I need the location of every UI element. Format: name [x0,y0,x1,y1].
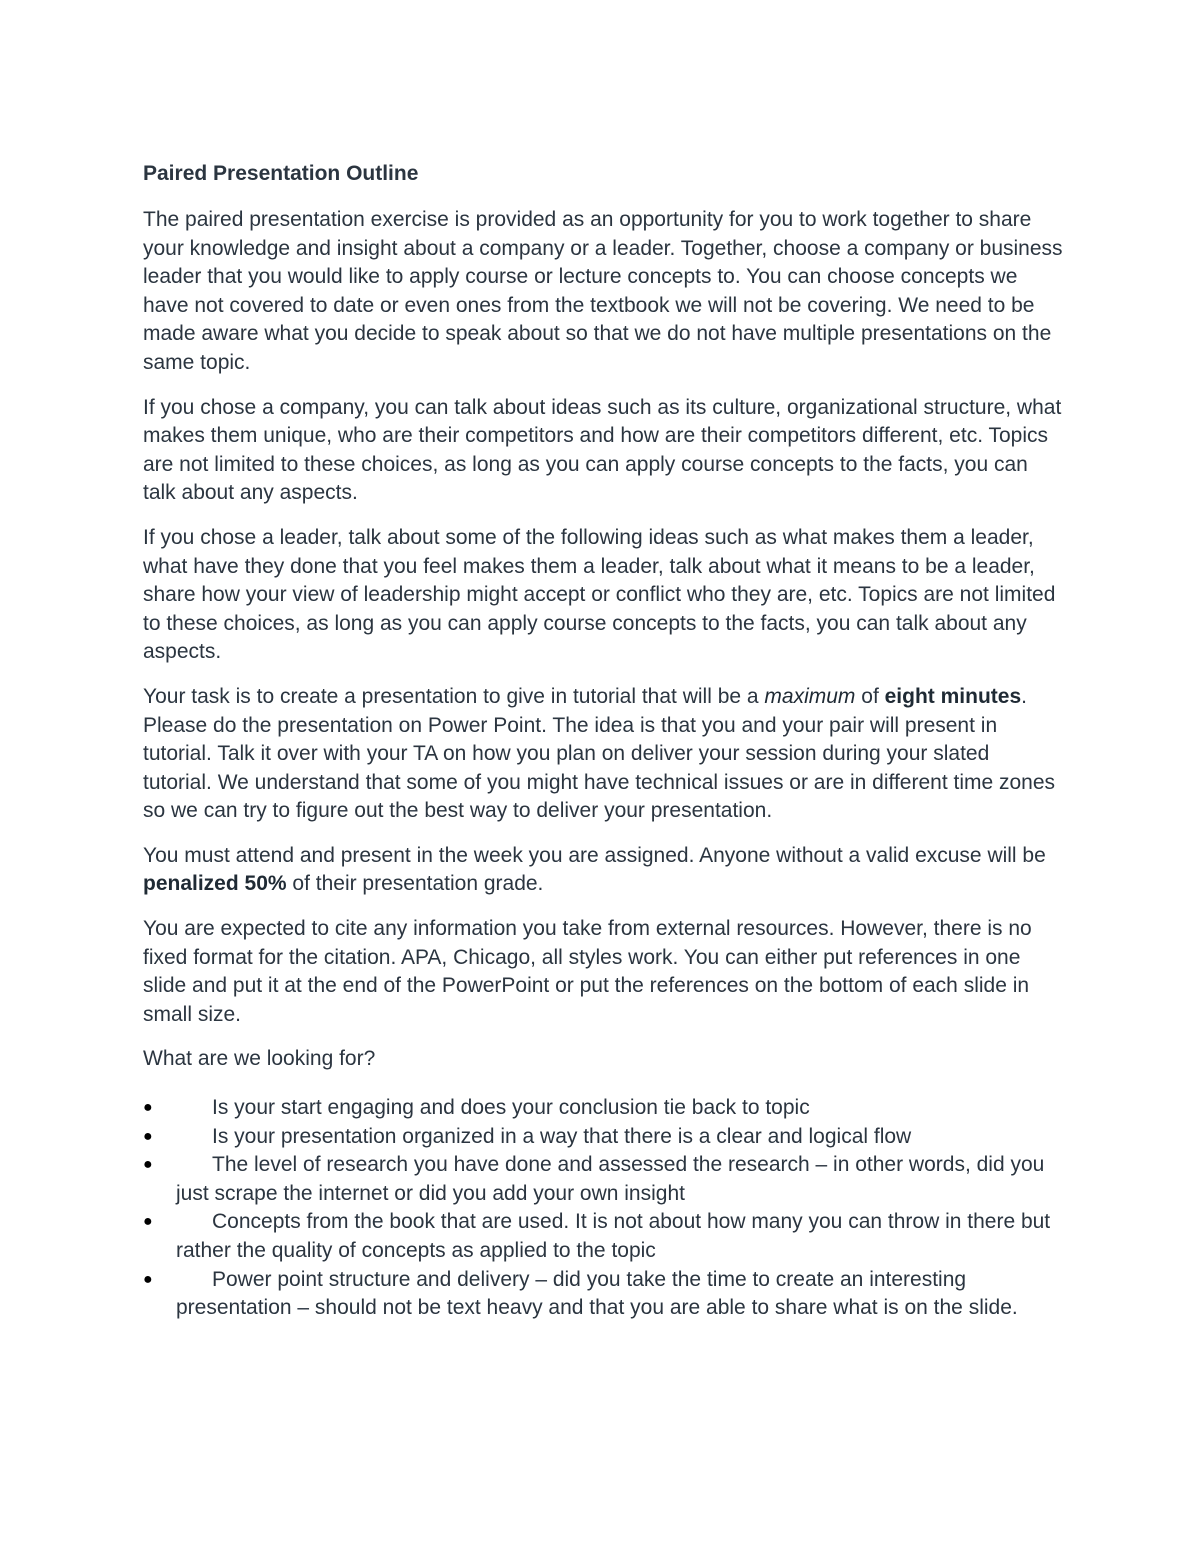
leader-paragraph: If you chose a leader, talk about some of the following ideas such as what makes them a leader, what have they done that you feel makes them a leader, talk about what it means to be a leader, share how your view of leadership might accept or conflict who they are, etc. Topics are not limited to these choices, as long as you can apply course concepts to the facts, you can talk about any aspects. [143,525,1056,664]
task-text-1: Your task is to create a presentation to give in tutorial that will be a [143,684,765,708]
task-text-2: of [855,684,885,708]
criteria-item-text: Is your start engaging and does your conclusion tie back to topic [212,1096,810,1120]
intro-paragraph: The paired presentation exercise is provided as an opportunity for you to work together to share your knowledge and insight about a company or a leader. Together, choose a company or business leader that you would like to apply course or lecture concepts to. You can choose concepts we have not covered to date or even ones from the textbook we will not be covering. We need to be made aware what you decide to speak about so that we do not have multiple presentations on the same topic. [143,208,1063,374]
bullet-icon: ● [143,1213,153,1231]
criteria-item-text: Concepts from the book that are used. It is not about how many you can throw in there but rather the quality of concepts as applied to the topic [176,1210,1051,1262]
task-paragraph [143,683,1063,826]
criteria-item [143,1094,1063,1123]
criteria-item-text: Is your presentation organized in a way that there is a clear and logical flow [212,1124,912,1148]
criteria-list [143,1094,1063,1323]
bullet-icon: ● [143,1156,153,1174]
task-italic-maximum: maximum [764,684,856,708]
task-bold-duration: eight minutes [884,684,1022,708]
attendance-paragraph [143,842,1063,899]
citation-paragraph: You are expected to cite any information you take from external resources. However, there is no fixed format for the citation. APA, Chicago, all styles work. You can either put references in one slide and put it at the end of the PowerPoint or put the references on the bottom of each slide in small size. [143,917,1032,1026]
criteria-item [143,1123,1063,1152]
bullet-icon: ● [143,1127,153,1145]
criteria-item-text: Power point structure and delivery – did you take the time to create an interesting presentation – should not be text heavy and that you are able to share what is on the slide. [176,1267,1018,1320]
criteria-item [143,1266,1063,1323]
criteria-item [143,1208,1063,1265]
attend-bold-penalty: penalized 50% [143,872,287,896]
looking-for-heading: What are we looking for? [143,1047,376,1071]
criteria-item [143,1151,1063,1208]
bullet-icon: ● [143,1270,153,1288]
document-page [143,160,1063,1323]
document-title: Paired Presentation Outline [143,162,419,185]
attend-text-1: You must attend and present in the week you are assigned. Anyone without a valid excuse will be [143,843,1046,867]
attend-text-2: of their presentation grade. [286,872,544,896]
task-text-3: . Please do the presentation on Power Point. The idea is that you and your pair will present in tutorial. Talk it over with your TA on how you plan on deliver your session during your slated tutorial. We understand that some of you might have technical issues or are in different time zones so we can try to figure out the best way to deliver your presentation. [143,684,1056,823]
bullet-icon: ● [143,1099,153,1117]
company-paragraph: If you chose a company, you can talk about ideas such as its culture, organizational structure, what makes them unique, who are their competitors and how are their competitors different, etc. Topics are not limited to these choices, as long as you can apply course concepts to the facts, you can talk about any aspects. [143,395,1062,505]
criteria-item-text: The level of research you have done and assessed the research – in other words, did you just scrape the internet or did you add your own insight [176,1153,1045,1205]
